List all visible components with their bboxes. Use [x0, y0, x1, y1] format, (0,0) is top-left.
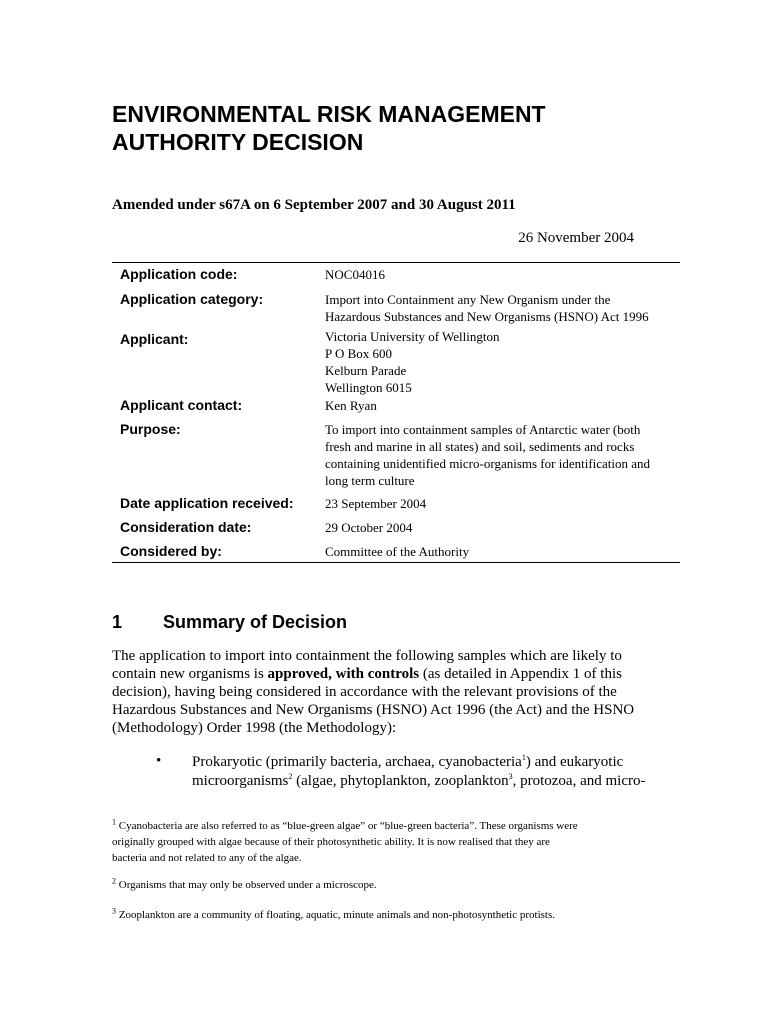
consideration-date-value: 29 October 2004: [325, 520, 413, 535]
considered-by-value: Committee of the Authority: [325, 544, 470, 559]
summary-paragraph: The application to import into containment the following samples which are likely to contain new organisms is approved, with controls (as detailed in Appendix 1 of this decision), having being considered in accordance with the relevant provisions of the Hazardous Substances and New Organisms (HSNO) Act 1996 (the Act) and the HSNO (Methodology) Order 1998 (the Methodology):: [112, 648, 635, 736]
considered-by-label: Considered by:: [120, 543, 222, 559]
bullet-item: Prokaryotic (primarily bacteria, archaea, cyanobacteria$^1$) and eukaryotic microorganisms$^2$ (algae, phytoplankton, zooplankton$^3$, protozoa, and micro-: [192, 753, 646, 789]
footnote-2: $^2$ Organisms that may only be observed under a microscope.: [112, 876, 377, 891]
application-code-value: NOC04016: [325, 267, 385, 282]
footnote-ref-1: 1: [521, 753, 526, 762]
applicant-contact-label: Applicant contact:: [120, 397, 243, 413]
application-category-label: Application category:: [120, 291, 264, 307]
date-received-label: Date application received:: [120, 495, 294, 511]
applicant-label: Applicant:: [120, 331, 189, 347]
title-line-2: AUTHORITY DECISION: [112, 129, 364, 155]
applicant-contact-value: Ken Ryan: [325, 398, 377, 413]
document-title: [112, 100, 672, 156]
applicant-value: Victoria University of Wellington P O Box 600 Kelburn Parade Wellington 6015: [325, 329, 500, 395]
amended-note: Amended under s67A on 6 September 2007 and 30 August 2011: [112, 197, 516, 213]
title-line-1: ENVIRONMENTAL RISK MANAGEMENT: [112, 101, 546, 127]
footnote-ref-2: 2: [288, 772, 293, 781]
footnote-ref-3: 3: [508, 772, 513, 781]
table-bottom-rule: [112, 562, 680, 563]
table-top-rule: [112, 262, 680, 263]
purpose-label: Purpose:: [120, 421, 181, 437]
approved-emphasis: approved, with controls: [267, 666, 420, 682]
section-number: 1: [112, 612, 123, 632]
purpose-value: To import into containment samples of Antarctic water (both fresh and marine in all states) and soil, sediments and rocks containing unidentified micro-organisms for identification and long term culture: [325, 422, 651, 488]
footnote-1: $^1$ Cyanobacteria are also referred to as “blue-green algae” or “blue-green bacteria”. These organisms were originally grouped with algae because of their photosynthetic ability. It is now realised that they are bacteria and not related to any of the algae.: [112, 817, 578, 864]
application-code-label: Application code:: [120, 266, 238, 282]
section-title: Summary of Decision: [163, 612, 348, 632]
bullet-marker: •: [156, 753, 162, 769]
application-category-value: Import into Containment any New Organism under the Hazardous Substances and New Organisms (HSNO) Act 1996: [325, 292, 649, 324]
decision-date: 26 November 2004: [518, 230, 634, 246]
consideration-date-label: Consideration date:: [120, 519, 252, 535]
footnote-3: $^3$ Zooplankton are a community of floating, aquatic, minute animals and non-photosynthetic protists.: [112, 906, 555, 921]
date-received-value: 23 September 2004: [325, 496, 427, 511]
